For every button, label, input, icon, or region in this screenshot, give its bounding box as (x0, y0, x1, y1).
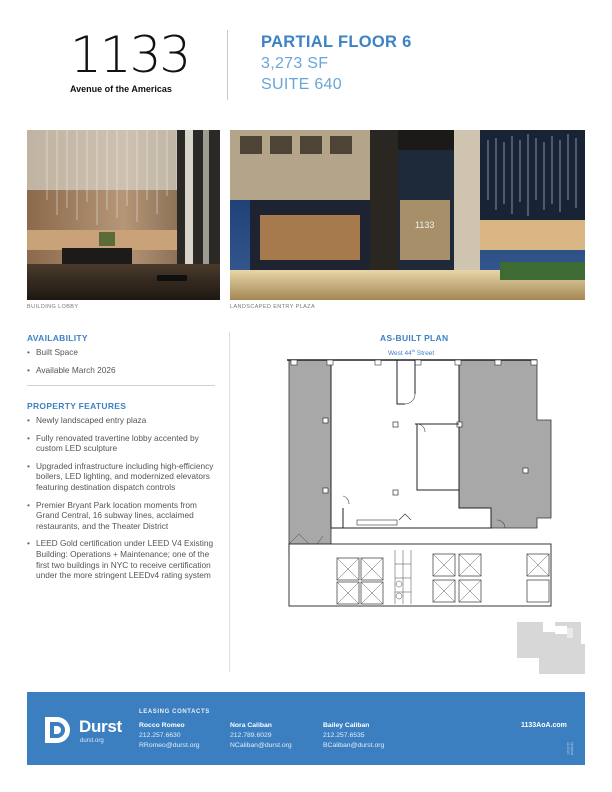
list-item: • Fully renovated travertine lobby accented by custom LED sculpture (27, 433, 222, 454)
list-item: • LEED Gold certification under LEED V4 Existing Building: Operations + Maintenance; one of the first two buildings in NYC to receive certification under the more stringent LEEDv4 rating system (27, 538, 222, 580)
section-divider (27, 385, 215, 386)
availability-list (27, 347, 222, 382)
contact-phone[interactable]: 212.789.6029 (230, 732, 272, 739)
building-logo-number: 1133 (70, 26, 190, 84)
floor-plan (287, 358, 552, 608)
lobby-image (27, 130, 220, 300)
list-item: • Available March 2026 (27, 365, 222, 376)
durst-brand: Durst (79, 717, 122, 736)
contact-card (139, 721, 200, 751)
leasing-contacts-heading: LEASING CONTACTS (139, 709, 210, 715)
fine-print: Updated 11/2025 (566, 742, 574, 756)
area-size: 3,273 SF (261, 55, 329, 72)
contact-email[interactable]: RRomeo@durst.org (139, 742, 200, 749)
contact-email[interactable]: BCaliban@durst.org (323, 742, 385, 749)
list-item: • Built Space (27, 347, 222, 358)
plan-shaded-east (459, 360, 551, 528)
plan-heading: AS-BUILT PLAN (380, 333, 449, 343)
list-item: • Upgraded infrastructure including high-efficiency boilers, LED lighting, and modernized elevators featuring destination dispatch controls (27, 461, 222, 493)
plaza-caption: LANDSCAPED ENTRY PLAZA (230, 304, 316, 310)
suite-number: SUITE 640 (261, 76, 342, 93)
header-divider (227, 30, 228, 100)
contact-card (323, 721, 384, 751)
contact-email[interactable]: NCaliban@durst.org (230, 742, 292, 749)
features-list (27, 415, 222, 588)
durst-url[interactable]: durst.org (80, 738, 104, 744)
availability-heading: AVAILABILITY (27, 333, 88, 343)
list-item: • Premier Bryant Park location moments from Grand Central, 16 subway lines, acclaimed restaurants, and the Theater District (27, 500, 222, 532)
plan-building-core (289, 544, 551, 606)
column-divider (229, 332, 230, 672)
plaza-photo (230, 130, 585, 300)
contact-name: Rocco Romeo (139, 722, 185, 729)
website-link[interactable]: 1133AoA.com (521, 722, 567, 729)
plan-street-label: West 44th Street (388, 348, 435, 358)
list-item: • Newly landscaped entry plaza (27, 415, 222, 426)
lobby-photo (27, 130, 220, 300)
contact-card (230, 721, 292, 751)
lobby-caption: BUILDING LOBBY (27, 304, 79, 310)
features-heading: PROPERTY FEATURES (27, 401, 127, 411)
durst-logo-icon (43, 715, 75, 745)
plan-shaded-west (289, 360, 331, 554)
page-title: PARTIAL FLOOR 6 (261, 33, 412, 51)
contact-phone[interactable]: 212.257.6630 (139, 732, 181, 739)
plaza-image (230, 130, 585, 300)
key-plan (515, 618, 585, 676)
building-logo-address: Avenue of the Americas (70, 84, 172, 94)
contact-phone[interactable]: 212.257.6535 (323, 732, 365, 739)
plaza-building-number: 1133 (415, 220, 435, 230)
contact-name: Bailey Caliban (323, 722, 370, 729)
contact-name: Nora Caliban (230, 722, 272, 729)
footer (27, 692, 585, 765)
